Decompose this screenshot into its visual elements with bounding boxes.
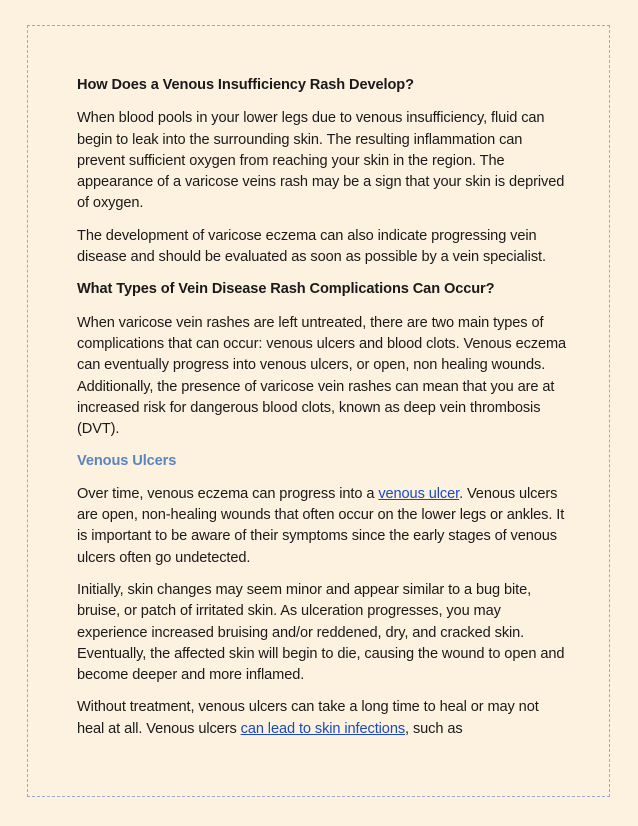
skin-infections-link[interactable]: can lead to skin infections [240, 720, 406, 737]
paragraph-text: Over time, venous eczema can progress into a [77, 485, 379, 502]
section-heading-rash-develop: How Does a Venous Insufficiency Rash Develop? [77, 77, 414, 93]
paragraph-text: Without treatment, venous ulcers can take a long time to heal or may not heal at all. Venous ulcers [77, 699, 539, 737]
paragraph [77, 484, 567, 569]
section-heading-complications: What Types of Vein Disease Rash Complications Can Occur? [77, 281, 495, 298]
paragraph: Initially, skin changes may seem minor and appear similar to a bug bite, bruise, or patch of irritated skin. As ulceration progresses, you may experience increased bruising and/or reddened, dry, and cracked skin. Eventually, the affected skin will begin to die, causing the wound to open and become deeper and more inflamed. [77, 581, 565, 684]
paragraph-text: . Venous ulcers are open, non-healing wounds that often occur on the lower legs or ankles. It is important to be aware of their symptoms since the early stages of venous ulcers often go undetected. [77, 485, 565, 566]
paragraph: The development of varicose eczema can also indicate progressing vein disease and should be evaluated as soon as possible by a vein specialist. [77, 227, 546, 266]
venous-ulcer-link[interactable]: venous ulcer [378, 485, 460, 502]
paragraph: When varicose vein rashes are left untreated, there are two main types of complications that can occur: venous ulcers and blood clots. Venous eczema can eventually progress into venous ulcers, or open, non healing wounds. Additionally, the presence of varicose vein rashes can mean that you are at increased risk for dangerous blood clots, known as deep vein thrombosis (DVT). [77, 314, 567, 438]
subheading-venous-ulcers: Venous Ulcers [77, 453, 177, 470]
document-body [77, 75, 567, 751]
paragraph [77, 697, 567, 740]
paragraph-text: , such as [405, 720, 463, 737]
paragraph: When blood pools in your lower legs due to venous insufficiency, fluid can begin to leak into the surrounding skin. The resulting inflammation can prevent sufficient oxygen from reaching your skin in the region. The appearance of a varicose veins rash may be a sign that your skin is deprived of oxygen. [77, 110, 565, 212]
